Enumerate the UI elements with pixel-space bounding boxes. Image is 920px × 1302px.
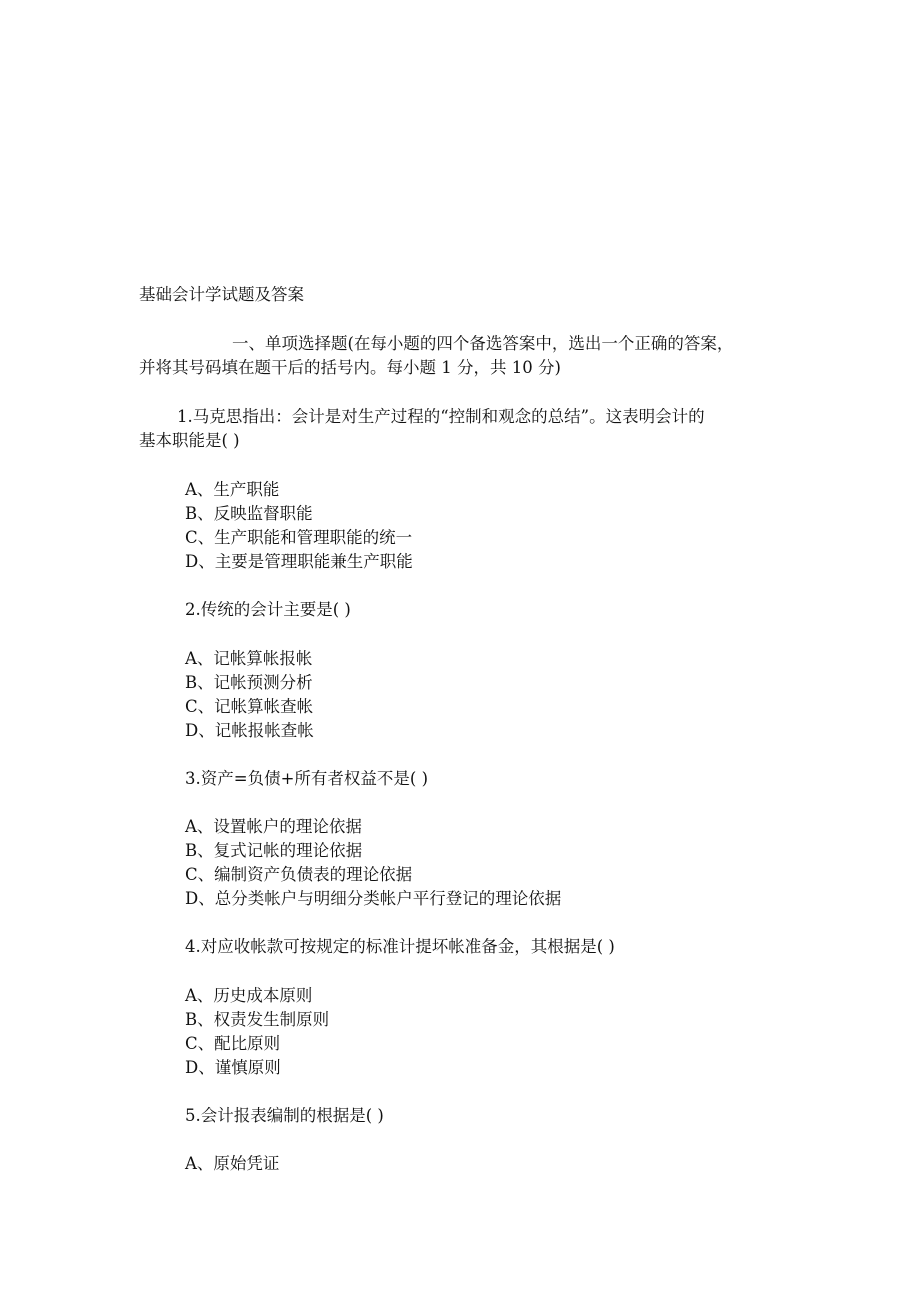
question-1-option-b: B、反映监督职能 <box>185 504 313 523</box>
section-heading-line-2: 并将其号码填在题干后的括号内。每小题 1 分，共 10 分) <box>139 358 561 377</box>
question-4-option-b: B、权责发生制原则 <box>185 1010 330 1029</box>
section-heading-line-1: 一、单项选择题(在每小题的四个备选答案中，选出一个正确的答案， <box>232 334 734 353</box>
question-1-option-c: C、生产职能和管理职能的统一 <box>185 528 413 547</box>
question-1-stem-continued: 基本职能是( ) <box>139 431 240 450</box>
question-1-stem: 1.马克思指出：会计是对生产过程的“控制和观念的总结”。这表明会计的 <box>177 407 705 426</box>
document-title: 基础会计学试题及答案 <box>139 285 304 304</box>
question-2-stem: 2.传统的会计主要是( ) <box>185 600 351 619</box>
question-2-option-b: B、记帐预测分析 <box>185 673 313 692</box>
question-5-option-a: A、原始凭证 <box>185 1154 280 1173</box>
question-3-option-a: A、设置帐户的理论依据 <box>185 817 362 836</box>
question-4-option-d: D、谨慎原则 <box>185 1058 281 1077</box>
question-4-stem: 4.对应收帐款可按规定的标准计提坏帐准备金，其根据是( ) <box>185 937 615 956</box>
question-3-option-c: C、编制资产负债表的理论依据 <box>185 865 413 884</box>
question-1-option-d: D、主要是管理职能兼生产职能 <box>185 552 413 571</box>
question-3-option-d: D、总分类帐户与明细分类帐户平行登记的理论依据 <box>185 889 562 908</box>
question-3-option-b: B、复式记帐的理论依据 <box>185 841 363 860</box>
question-5-stem: 5.会计报表编制的根据是( ) <box>185 1106 384 1125</box>
question-1-option-a: A、生产职能 <box>185 480 280 499</box>
question-4-option-a: A、历史成本原则 <box>185 986 313 1005</box>
question-2-option-a: A、记帐算帐报帐 <box>185 649 313 668</box>
question-2-option-c: C、记帐算帐查帐 <box>185 697 314 716</box>
question-2-option-d: D、记帐报帐查帐 <box>185 721 314 740</box>
question-3-stem: 3.资产=负债+所有者权益不是( ) <box>185 769 429 788</box>
question-4-option-c: C、配比原则 <box>185 1034 281 1053</box>
